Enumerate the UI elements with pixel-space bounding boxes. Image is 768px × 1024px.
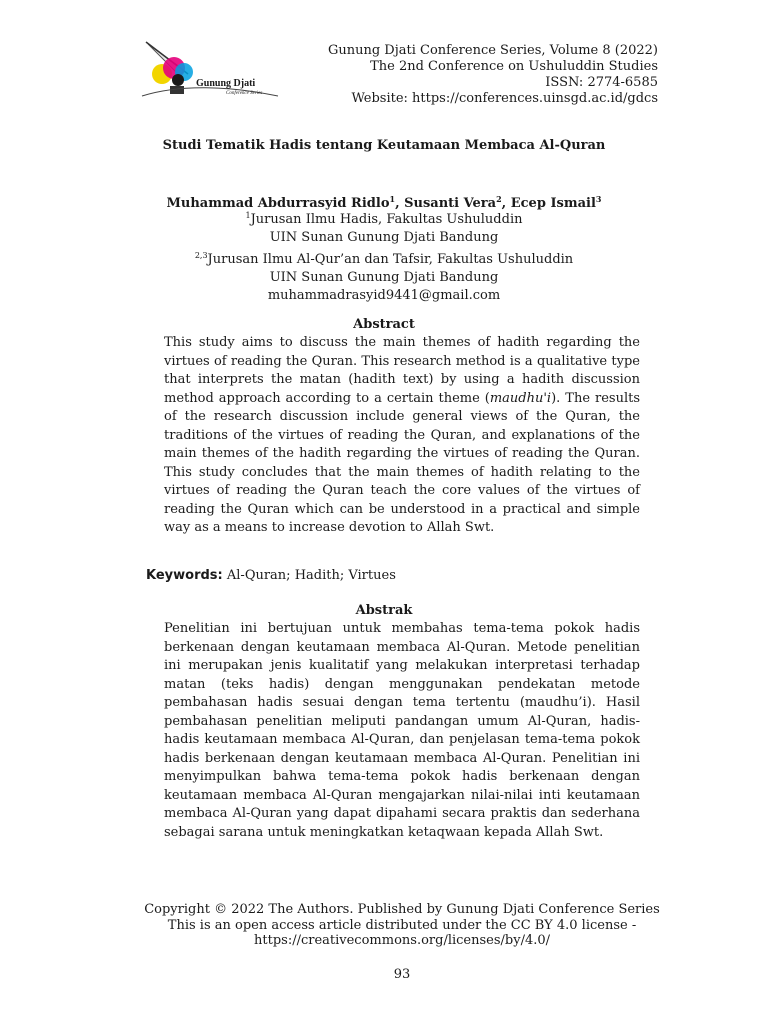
author-sup: 3 — [595, 194, 602, 204]
license-url[interactable]: https://creativecommons.org/licenses/by/4.0/ — [254, 933, 550, 948]
logo-subtext: Conference Series — [226, 91, 263, 96]
author-name: Muhammad Abdurrasyid Ridlo — [166, 196, 390, 211]
author-email[interactable]: muhammadrasyid9441@gmail.com — [267, 288, 501, 303]
journal-header — [298, 43, 658, 107]
affiliation-text: Jurusan Ilmu Al-Qur’an dan Tafsir, Fakultas Ushuluddin — [207, 252, 574, 267]
copyright-notice — [0, 902, 768, 949]
page-number: 93 — [393, 967, 411, 982]
affiliation-line: UIN Sunan Gunung Djati Bandung — [269, 230, 499, 245]
abstract-text: This study aims to discuss the main themes of hadith regarding the virtues of reading the Quran. This research method is a qualitative type that interprets the matan (hadith text) by using a hadith discussion method approach according to a certain theme ( — [164, 335, 640, 406]
paper-title: Studi Tematik Hadis tentang Keutamaan Membaca Al-Quran — [162, 138, 606, 153]
author-sup: 1 — [389, 194, 396, 204]
affiliation-line — [0, 247, 768, 269]
abstract-italic-term: maudhu'i — [489, 390, 552, 406]
header-issn: ISSN: 2774-6585 — [545, 75, 658, 90]
abstract-heading: Abstract — [353, 317, 415, 332]
abstrak-heading: Abstrak — [355, 603, 413, 618]
abstract-text-cont: ). The results of the research discussion include general views of the Quran, the traditions of the virtues of reading the Quran, and explanations of the main themes of the hadith regarding the virtues of reading the Quran. This study concludes that the main themes of hadith relating to the virtues of reading the Quran teach the core values of the virtues of reading the Quran which can be understood in a practical and simple way as a means to increase devotion to Allah Swt. — [164, 390, 640, 535]
affiliation-sup: 1 — [245, 211, 251, 220]
keywords-value: Al-Quran; Hadith; Virtues — [226, 568, 396, 583]
affiliation-text: Jurusan Ilmu Hadis, Fakultas Ushuluddin — [250, 212, 523, 227]
author-list: Muhammad Abdurrasyid Ridlo$^1$, Susanti Vera$^2$, Ecep Ismail$^3$ — [166, 194, 602, 211]
author-sup: 2 — [496, 194, 502, 204]
conference-logo — [140, 40, 285, 108]
copyright-line: Copyright © 2022 The Authors. Published by Gunung Djati Conference Series — [144, 902, 660, 917]
author-name: Ecep Ismail — [510, 196, 596, 211]
logo-text: Gunung Djati — [196, 78, 256, 89]
affiliation-sup: 2,3 — [194, 251, 208, 260]
license-line: This is an open access article distributed under the CC BY 4.0 license - — [167, 917, 637, 933]
author-name: Susanti Vera — [404, 196, 497, 211]
affiliation-line — [0, 207, 768, 229]
header-website[interactable]: Website: https://conferences.uinsgd.ac.id/gdcs — [351, 91, 658, 106]
header-volume: Gunung Djati Conference Series, Volume 8 (2022) — [327, 43, 658, 58]
abstrak-body: Penelitian ini bertujuan untuk membahas tema-tema pokok hadis berkenaan dengan keutamaan membaca Al-Quran. Metode penelitian ini merupakan jenis kualitatif yang melakukan interpretasi terhadap matan (teks hadis) dengan menggunakan pendekatan metode pembahasan hadis sesuai dengan tema tertentu (maudhu’i). Hasil pembahasan penelitian meliputi pandangan umum Al-Quran, hadis-hadis keutamaan membaca Al-Quran, dan penjelasan tema-tema pokok hadis berkenaan dengan keutamaan membaca Al-Quran. Penelitian ini menyimpulkan bahwa tema-tema pokok hadis berkenaan dengan keutamaan membaca Al-Quran mengajarkan nilai-nilai inti keutamaan membaca Al-Quran yang dapat dipahami secara praktis dan sederhana sebagai sarana untuk meningkatkan ketaqwaan kepada Allah Swt. — [164, 621, 640, 840]
keywords — [146, 567, 646, 585]
abstract-body — [164, 334, 640, 538]
affiliations — [0, 207, 768, 305]
header-conference: The 2nd Conference on Ushuluddin Studies — [370, 59, 658, 74]
affiliation-line: UIN Sunan Gunung Djati Bandung — [269, 270, 499, 285]
keywords-label: Keywords: — [146, 568, 223, 583]
